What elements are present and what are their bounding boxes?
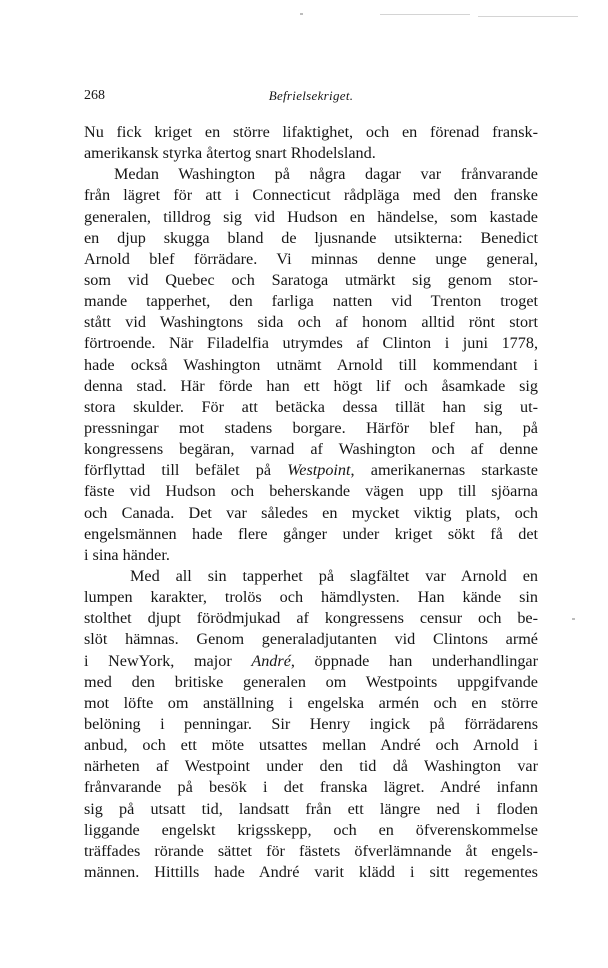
text-line: slöt hämnas. Genom generaladjutanten vid Clintons armé (84, 630, 538, 649)
text-line: i sina händer. (84, 545, 170, 564)
text-line: och Canada. Det var således en mycket viktig plats, och (84, 503, 538, 522)
italic-name: André (251, 651, 291, 670)
text-line: amerikansk styrka återtog snart Rhodelsland. (84, 144, 376, 163)
text-line: hade också Washington utnämt Arnold till kommendant i (84, 355, 538, 374)
text-line: fäste vid Hudson och beherskande vägen upp till sjöarna (84, 482, 538, 501)
body-text (84, 122, 538, 883)
text-line: Med all sin tapperhet på slagfältet var Arnold en (130, 566, 538, 585)
text-line: stora skulder. För att betäcka dessa tillät han sig ut- (84, 397, 538, 416)
text-line: Medan Washington på några dagar var frånvarande (114, 165, 538, 184)
text-line: anbud, och ett möte utsattes mellan André och Arnold i (84, 736, 538, 755)
scan-artifact-rule (380, 14, 470, 15)
text-line: Arnold blef förrädare. Vi minnas denne unge general, (84, 249, 538, 268)
text-line: Nu fick kriget en större lifaktighet, och en förenad fransk- (84, 123, 538, 141)
running-title: Befrielsekriget. (268, 88, 354, 103)
text-line: sig på utsatt tid, landsatt från ett längre ned i floden (84, 799, 538, 818)
text-segment: , amerikanernas starkaste (350, 461, 538, 480)
italic-place-name: Westpoint (287, 461, 351, 480)
scan-artifact-mark (300, 13, 303, 15)
text-line: förtroende. När Filadelfia utrymdes af Clinton i juni 1778, (84, 334, 538, 353)
text-segment: förflyttad till befälet på (84, 461, 288, 480)
text-line: mande tapperhet, den farliga natten vid Trenton troget (84, 292, 538, 311)
text-line: stolthet djupt förödmjukad af kongressens censur och be- (84, 609, 538, 628)
text-line: kongressens begäran, varnad af Washington och af denne (84, 440, 538, 459)
text-line: liggande engelskt krigsskepp, och en öfverenskommelse (84, 820, 538, 839)
text-line (84, 460, 538, 481)
text-line: engelsmännen hade flere gånger under kriget sökt få det (84, 524, 538, 543)
text-line: männen. Hittills hade André varit klädd i sitt regementes (84, 862, 538, 881)
text-line: i NewYork, major André, öppnade han underhandlingar (84, 651, 539, 670)
text-line: mot löfte om anställning i engelska armén och en större (84, 693, 538, 712)
text-line: generalen, tilldrog sig vid Hudson en händelse, som kastade (84, 207, 538, 226)
text-line: lumpen karakter, trolös och hämdlysten. Han kände sin (84, 588, 538, 607)
text-line: denna stad. Här förde han ett högt lif och åsamkade sig (84, 376, 538, 395)
text-line: stått vid Washingtons sida och af honom alltid rönt stort (84, 313, 538, 332)
text-line: en djup skugga bland de ljusnande utsikterna: Benedict (84, 228, 538, 247)
scan-artifact-mark (572, 618, 575, 620)
page-header (84, 88, 538, 108)
text-line: frånvarande på besök i det franska lägret. André infann (84, 778, 538, 797)
text-line: som vid Quebec och Saratoga utmärkt sig genom stor- (84, 270, 538, 289)
page-number: 268 (84, 88, 105, 103)
text-line: med den britiske generalen om Westpoints uppgifvande (84, 672, 538, 691)
text-line: från lägret för att i Connecticut rådpläga med den franske (84, 186, 538, 205)
text-line: träffades rörande sättet för fästets öfverlämnande åt engels- (84, 841, 538, 860)
book-page (84, 88, 538, 883)
text-line: pressningar mot stadens borgare. Härför blef han, på (84, 418, 538, 437)
text-line: närheten af Westpoint under den tid då Washington var (84, 757, 538, 776)
text-line: belöning i penningar. Sir Henry ingick på förrädarens (84, 714, 538, 733)
scan-artifact-rule (478, 16, 578, 17)
